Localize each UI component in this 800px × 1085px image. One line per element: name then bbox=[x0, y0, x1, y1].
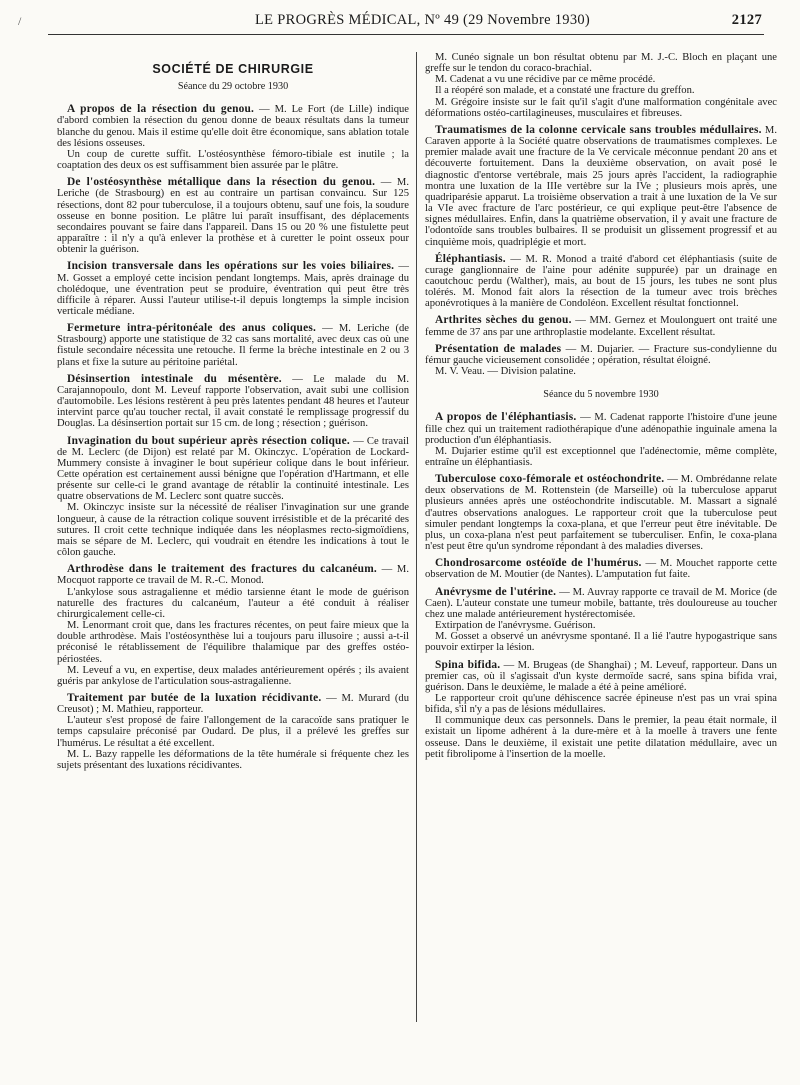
right-articles-a bbox=[425, 125, 777, 377]
article-lead bbox=[57, 374, 409, 430]
article bbox=[57, 564, 409, 687]
article bbox=[57, 261, 409, 317]
article-paragraph: M. Lenormant croit que, dans les fractures récentes, on peut faire mieux que la double arthrodèse. Mais l'ostéosynthèse lui a toujours paru illusoire ; aussi a-t-il préconisé le rétablissement de l'équilibre thalamique par des greffes ostéo-périostées. bbox=[57, 620, 409, 665]
article-lead bbox=[425, 412, 777, 445]
paragraph: M. Grégoire insiste sur le fait qu'il s'agit d'une malformation congénitale avec déformations ostéo-cartilagineuses, musculaires et fibreuses. bbox=[425, 96, 777, 119]
article-paragraph: L'auteur s'est proposé de faire l'allongement de la caracoïde sans pratiquer le temps capsulaire préconisé par Oudard. De plus, il a prélevé les greffes sur l'humérus. Le résultat a été excellent. bbox=[57, 715, 409, 749]
article-lead bbox=[425, 315, 777, 337]
article bbox=[425, 474, 777, 552]
article bbox=[57, 104, 409, 171]
article-text: — Le malade du M. Carajannopoulo, dont M. Leveuf rapporte l'observation, avait subi une collision d'automobile. Les lésions restèrent à peu près latentes pendant 48 heures et l'auteur intervint parce qu'au toucher rectal, il avait constaté le remplissage progressif du Douglas. La désinsertion portait sur 15 cm. de long ; résection ; guérison. bbox=[57, 373, 409, 430]
article-lead bbox=[57, 436, 409, 503]
article bbox=[425, 254, 777, 310]
article-text: — M. Gosset a employé cette incision pendant longtemps. Mais, après drainage du cholédoque, une éventration peut se produire, éventration qui peut être très difficile à réparer. Aussi l'auteur utilise-t-il depuis longtemps la simple incision verticale médiane. bbox=[57, 261, 409, 317]
header-rule bbox=[48, 34, 764, 35]
article-lead bbox=[57, 104, 409, 149]
page-number: 2127 bbox=[731, 12, 762, 28]
article-paragraph: L'ankylose sous astragalienne et médio tarsienne étant le mode de guérison naturelle des fractures du calcanéum, l'auteur a été conduit à réaliser chirurgicalement celle-ci. bbox=[57, 586, 409, 620]
article-lead bbox=[425, 474, 777, 552]
article-text: — M. Mocquot rapporte ce travail de M. R.-C. Monod. bbox=[57, 564, 409, 587]
article-lead bbox=[425, 660, 777, 693]
article-paragraph: M. V. Veau. — Division palatine. bbox=[435, 366, 576, 378]
article-text: — M. Ombrédanne relate deux observations de M. Rottenstein (de Marseille) où la tuberculose apparut plusieurs années après une ostéochondrite indiscutable. M. Massart a signalé d'autres observations analogues. Le rapporteur croit que la tuberculose peut simuler pendant longtemps la coxa-plana, et que l'erreur peut être inévitable. De plus, un coxa-plana n'est peut parfaitement se tuberculiser. Enfin, le coxa-plana n'est peut être qu'un syndrome répondant à des maladies diverses. bbox=[425, 474, 777, 553]
article-lead bbox=[425, 344, 777, 366]
article-text: — M. Murard (du Creusot) ; M. Mathieu, rapporteur. bbox=[57, 692, 409, 716]
article-title: Fermeture intra-péritonéale des anus coliques. bbox=[67, 322, 317, 335]
article-title: Anévrysme de l'utérine. bbox=[435, 585, 557, 598]
running-title: LE PROGRÈS MÉDICAL, Nº 49 (29 Novembre 1930) bbox=[255, 12, 591, 28]
article-text: — M. Brugeas (de Shanghai) ; M. Leveuf, rapporteur. Dans un premier cas, où il s'agissait d'un kyste dermoïde sacré, sans spina bifida vrai, guérison. Dans le deuxième, le malade a été à peine amélioré. bbox=[425, 659, 777, 693]
article-lead bbox=[57, 177, 409, 255]
article-paragraph: Il communique deux cas personnels. Dans le premier, la peau était normale, il existait un lipome adhérent à la dure-mère et à la moelle à travers une fente osseuse. Dans le deuxième, il existait une petite dilatation médullaire, avec un petit fibrolipome à l'insertion de la moelle. bbox=[425, 715, 777, 760]
article bbox=[57, 693, 409, 771]
article-title: A propos de la résection du genou. bbox=[67, 103, 255, 116]
column-divider bbox=[416, 52, 417, 1022]
article-text: M. Caraven apporte à la Société quatre observations de traumatismes complexes. Le premier malade avait une fracture de la Ve cervicale méconnue pendant 20 ans et découverte fortuitement. Dans la deuxième observation, on avait posé le diagnostic d'entorse vertébrale, mais 25 jours après l'accident, la radiographie montra une luxation de la IIIe vertèbre sur la IVe ; plusieurs mois après, une quadriparésie apparut. La troisième observation a trait à une luxation de la Ve sur la VIe avec fracture de l'arc postérieur, ce qui explique peut-être l'absence de signes médullaires. Enfin, dans la quatrième observation, il y avait une fracture de l'odontoïde sans troubles bulbaires. Il se produisit un glissement progressif et au cinquième mois, quadriplégie et mort. bbox=[425, 124, 777, 248]
article-text: — M. Leriche (de Strasbourg) en est au contraire un partisan convaincu. Sur 125 résections, dont 82 pour tuberculose, il a toujours obtenu, sauf une fois, la soudure osseuse en bonne position. Le plâtre lui paraît insuffisant, des déplacements secondaires pouvant se faire dans l'appareil. Dans 15 ou 20 % une fistulette peut apparaître : il n'y a qu'à enlever la prothèse et à curetter le point osseux pour obtenir la guérison. bbox=[57, 177, 409, 256]
article bbox=[425, 558, 777, 580]
article-lead bbox=[425, 125, 777, 248]
article-lead bbox=[57, 323, 409, 368]
society-heading: SOCIÉTÉ DE CHIRURGIE bbox=[152, 62, 314, 76]
article-title: Éléphantiasis. bbox=[435, 252, 506, 265]
paragraph: Il a réopéré son malade, et a constaté une fracture du greffon. bbox=[435, 85, 695, 97]
article-title: Traitement par butée de la luxation récidivante. bbox=[67, 691, 322, 704]
article-lead bbox=[57, 261, 409, 317]
margin-mark: / bbox=[18, 14, 22, 28]
article-text: — M. Auvray rapporte ce travail de M. Morice (de Caen). L'auteur constate une tumeur mobile, battante, très douloureuse au toucher chez une malade antérieurement hystérectomisée. bbox=[425, 586, 777, 620]
article-paragraph: M. Gosset a observé un anévrysme spontané. Il a lié l'autre hypogastrique sans pouvoir extirper la lésion. bbox=[425, 631, 777, 654]
article bbox=[425, 125, 777, 248]
right-articles-b bbox=[425, 412, 777, 760]
article-title: Incision transversale dans les opérations sur les voies biliaires. bbox=[67, 260, 395, 273]
article-text: — M. Cadenat rapporte l'histoire d'une jeune fille chez qui un traitement radiothérapique d'une adénopathie inguinale amena la production d'un éléphantiasis. bbox=[425, 412, 777, 446]
article-title: Chondrosarcome ostéoïde de l'humérus. bbox=[435, 557, 642, 570]
article-paragraph: Un coup de curette suffit. L'ostéosynthèse fémoro-tibiale est inutile ; la coaptation des deux os est suffisamment bien assurée par le plâtre. bbox=[57, 148, 409, 172]
article-text: — M. Dujarier. — Fracture sus-condylienne du fémur gauche vicieusement consolidée ; opération, résultat éloigné. bbox=[425, 343, 777, 366]
article bbox=[425, 412, 777, 468]
article bbox=[425, 344, 777, 377]
article-text: — M. R. Monod a traité d'abord cet éléphantiasis (suite de curage ganglionnaire de l'aine pour adénite suppurée) par un drainage en caoutchouc perdu (Walther), mais, au bout de 15 jours, les tubes ne sont plus tolérés. M. Monod fait alors la résection de la tumeur avec trois brèches aponévrotiques à la manière de Condoléon. Excellent résultat fonctionnel. bbox=[425, 253, 777, 310]
article-paragraph: M. Okinczyc insiste sur la nécessité de réaliser l'invagination sur une grande longueur, à cause de la rétraction colique souvent irrésistible et de la précarité des sutures. Il croit cette technique indiquée dans les néoplasmes recto-sigmoïdiens, mais se sépare de M. Leclerc, qui voudrait en étendre les indications à tout le côlon gauche. bbox=[57, 502, 409, 559]
article-text: — M. Leriche (de Strasbourg) apporte une statistique de 32 cas sans mortalité, avec deux cas où une fistule secondaire nécessita une retouche. Il ferme la brèche intestinale en 2 ou 3 plans et fixe la suture au péritoine pariétal. bbox=[57, 323, 409, 368]
article-paragraph: M. L. Bazy rappelle les déformations de la tête humérale si fréquente chez les sujets présentant des luxations récidivantes. bbox=[57, 748, 409, 771]
article bbox=[425, 660, 777, 760]
article-title: Arthrodèse dans le traitement des fractures du calcanéum. bbox=[67, 563, 377, 576]
paragraph: M. Cadenat a vu une récidive par ce même procédé. bbox=[435, 74, 656, 86]
article bbox=[57, 177, 409, 255]
article bbox=[425, 587, 777, 654]
article-lead bbox=[57, 693, 409, 715]
left-column bbox=[57, 52, 409, 777]
seance-date: Séance du 29 octobre 1930 bbox=[177, 81, 289, 93]
article-lead bbox=[57, 564, 409, 586]
article-title: De l'ostéosynthèse métallique dans la résection du genou. bbox=[67, 176, 376, 189]
article-text: — M. Mouchet rapporte cette observation de M. Moutier (de Nantes). L'amputation fut faite. bbox=[425, 558, 777, 581]
article-paragraph: M. Leveuf a vu, en expertise, deux malades antérieurement opérés ; ils avaient guéris par ankylose de l'articulation sous-astragalienne. bbox=[57, 664, 409, 687]
right-column bbox=[425, 52, 777, 766]
article-title: Invagination du bout supérieur après résection colique. bbox=[67, 434, 350, 447]
article-paragraph: M. Dujarier estime qu'il est exceptionnel que l'adénectomie, même complète, entraîne un éléphantiasis. bbox=[425, 445, 777, 468]
article-title: Tuberculose coxo-fémorale et ostéochondrite. bbox=[435, 473, 665, 486]
article bbox=[57, 323, 409, 368]
right-top-paras bbox=[425, 52, 777, 119]
article-text: — Ce travail de M. Leclerc (de Dijon) est relaté par M. Okinczyc. L'opération de Lockard-Mummery consiste à invaginer le bout supérieur colique dans le bout inférieur. Cette opération est certainement aussi bénigne que l'opération d'Hartmann, et elle présente sur celle-ci le grand avantage de rétablir la continuité intestinale. Les quatre observations de M. Leclerc sont quatre succès. bbox=[57, 435, 409, 503]
article-title: Désinsertion intestinale du mésentère. bbox=[67, 372, 282, 385]
article-paragraph: Le rapporteur croit qu'une déhiscence sacrée épineuse n'est pas un vrai spina bifida, s'il n'y a pas de lésions médullaires. bbox=[425, 692, 777, 716]
article-title: Arthrites sèches du genou. bbox=[435, 314, 572, 327]
seance-date-2: Séance du 5 novembre 1930 bbox=[543, 389, 659, 401]
page-header bbox=[50, 8, 762, 32]
article-paragraph: Extirpation de l'anévrysme. Guérison. bbox=[435, 620, 596, 632]
article bbox=[57, 374, 409, 430]
article-title: Traumatismes de la colonne cervicale sans troubles médullaires. bbox=[435, 123, 762, 136]
article-text: — MM. Gernez et Moulonguert ont traité une femme de 37 ans par une arthroplastie modelante. Excellent résultat. bbox=[425, 315, 777, 338]
article-lead bbox=[425, 254, 777, 310]
article bbox=[425, 315, 777, 337]
paragraph: M. Cunéo signale un bon résultat obtenu par M. J.-C. Bloch en plaçant une greffe sur le tendon du coraco-brachial. bbox=[425, 52, 777, 75]
article-text: — M. Le Fort (de Lille) indique d'abord combien la résection du genou donne de beaux résultats dans la tumeur blanche du genou. Mais il estime qu'elle doit être économique, sans ablation totale des lésions osseuses. bbox=[57, 104, 409, 149]
article bbox=[57, 436, 409, 559]
article-title: A propos de l'éléphantiasis. bbox=[435, 411, 577, 424]
article-lead bbox=[425, 558, 777, 580]
left-articles bbox=[57, 104, 409, 771]
article-title: Présentation de malades bbox=[435, 342, 562, 355]
article-title: Spina bifida. bbox=[435, 658, 501, 671]
article-lead bbox=[425, 587, 777, 620]
